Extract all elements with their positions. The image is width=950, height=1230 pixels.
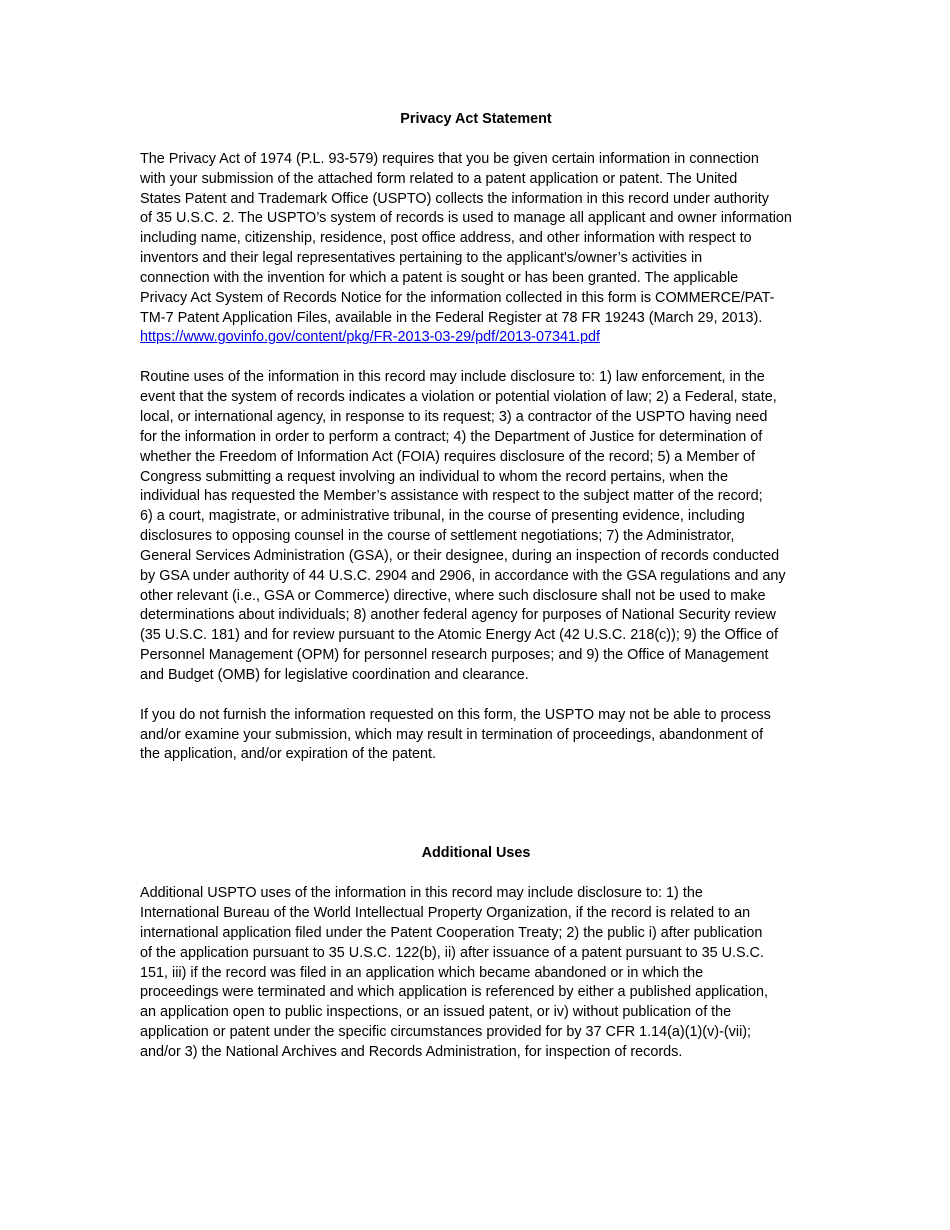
paragraph-line: local, or international agency, in response to its request; 3) a contractor of the USPTO having need [140,408,768,425]
paragraph-line: inventors and their legal representatives pertaining to the applicant's/owner’s activities in [140,250,703,267]
paragraph-line: TM-7 Patent Application Files, available in the Federal Register at 78 FR 19243 (March 29, 2013). [140,309,763,326]
paragraph-line: an application open to public inspections, or an issued patent, or iv) without publication of the [140,1004,732,1021]
paragraph-line: application or patent under the specific circumstances provided for by 37 CFR 1.14(a)(1)(v)-(vii); [140,1024,752,1041]
paragraph-line: 6) a court, magistrate, or administrative tribunal, in the course of presenting evidence, including [140,508,745,525]
paragraph-line: international application filed under the Patent Cooperation Treaty; 2) the public i) after publication [140,924,763,941]
additional-uses-paragraph [140,884,812,1063]
paragraph-line: (35 U.S.C. 181) and for review pursuant to the Atomic Energy Act (42 U.S.C. 218(c)); 9) the Office of [140,627,779,644]
paragraph-line: Additional USPTO uses of the information in this record may include disclosure to: 1) the [140,885,703,902]
paragraph-line: connection with the invention for which a patent is sought or has been granted. The applicable [140,269,739,286]
paragraph-line: Privacy Act System of Records Notice for the information collected in this form is COMMERCE/PAT- [140,289,775,306]
routine-uses-paragraph [140,368,812,686]
paragraph-line: for the information in order to perform a contract; 4) the Department of Justice for determination of [140,428,763,445]
paragraph-line: General Services Administration (GSA), or their designee, during an inspection of records conducted [140,547,780,564]
paragraph-line: whether the Freedom of Information Act (FOIA) requires disclosure of the record; 5) a Member of [140,448,756,465]
paragraph-line: and Budget (OMB) for legislative coordination and clearance. [140,666,529,683]
paragraph-line: including name, citizenship, residence, post office address, and other information with respect to [140,230,752,247]
paragraph-line: If you do not furnish the information requested on this form, the USPTO may not be able to process [140,706,771,723]
paragraph-line: Routine uses of the information in this record may include disclosure to: 1) law enforcement, in the [140,369,765,386]
paragraph-line: by GSA under authority of 44 U.S.C. 2904 and 2906, in accordance with the GSA regulations and any [140,567,786,584]
paragraph-line: the application, and/or expiration of the patent. [140,746,437,763]
paragraph-line: and/or 3) the National Archives and Records Administration, for inspection of records. [140,1043,683,1060]
paragraph-line: 151, iii) if the record was filed in an application which became abandoned or in which the [140,964,704,981]
paragraph-line: with your submission of the attached form related to a patent application or patent. The United [140,170,738,187]
paragraph-line: determinations about individuals; 8) another federal agency for purposes of National Security review [140,607,776,624]
additional-uses-heading: Additional Uses [421,845,531,862]
paragraph-line: The Privacy Act of 1974 (P.L. 93-579) requires that you be given certain information in connection [140,150,759,167]
federal-register-link[interactable]: https://www.govinfo.gov/content/pkg/FR-2013-03-29/pdf/2013-07341.pdf [140,329,600,346]
paragraph-line: event that the system of records indicates a violation or potential violation of law; 2) a Federal, state, [140,389,777,406]
paragraph-line: individual has requested the Member’s assistance with respect to the subject matter of the record; [140,488,763,505]
paragraph-line: disclosures to opposing counsel in the course of settlement negotiations; 7) the Administrator, [140,528,735,545]
paragraph-line: proceedings were terminated and which application is referenced by either a published application, [140,984,768,1001]
paragraph-line: States Patent and Trademark Office (USPTO) collects the information in this record under authority [140,190,769,207]
non-disclosure-paragraph [140,706,812,766]
paragraph-line: International Bureau of the World Intellectual Property Organization, if the record is related to an [140,905,751,921]
paragraph-line: Congress submitting a request involving an individual to whom the record pertains, when the [140,468,728,485]
paragraph-line: of the application pursuant to 35 U.S.C. 122(b), ii) after issuance of a patent pursuant to 35 U.S.C. [140,944,764,961]
paragraph-line: Personnel Management (OPM) for personnel research purposes; and 9) the Office of Management [140,647,769,664]
paragraph-line: of 35 U.S.C. 2. The USPTO’s system of records is used to manage all applicant and owner information [140,210,792,227]
privacy-intro-paragraph [140,150,812,348]
document-page [140,110,812,1063]
paragraph-line: and/or examine your submission, which may result in termination of proceedings, abandonment of [140,726,764,743]
paragraph-line: other relevant (i.e., GSA or Commerce) directive, where such disclosure shall not be used to make [140,587,766,604]
privacy-act-heading: Privacy Act Statement [400,111,552,127]
